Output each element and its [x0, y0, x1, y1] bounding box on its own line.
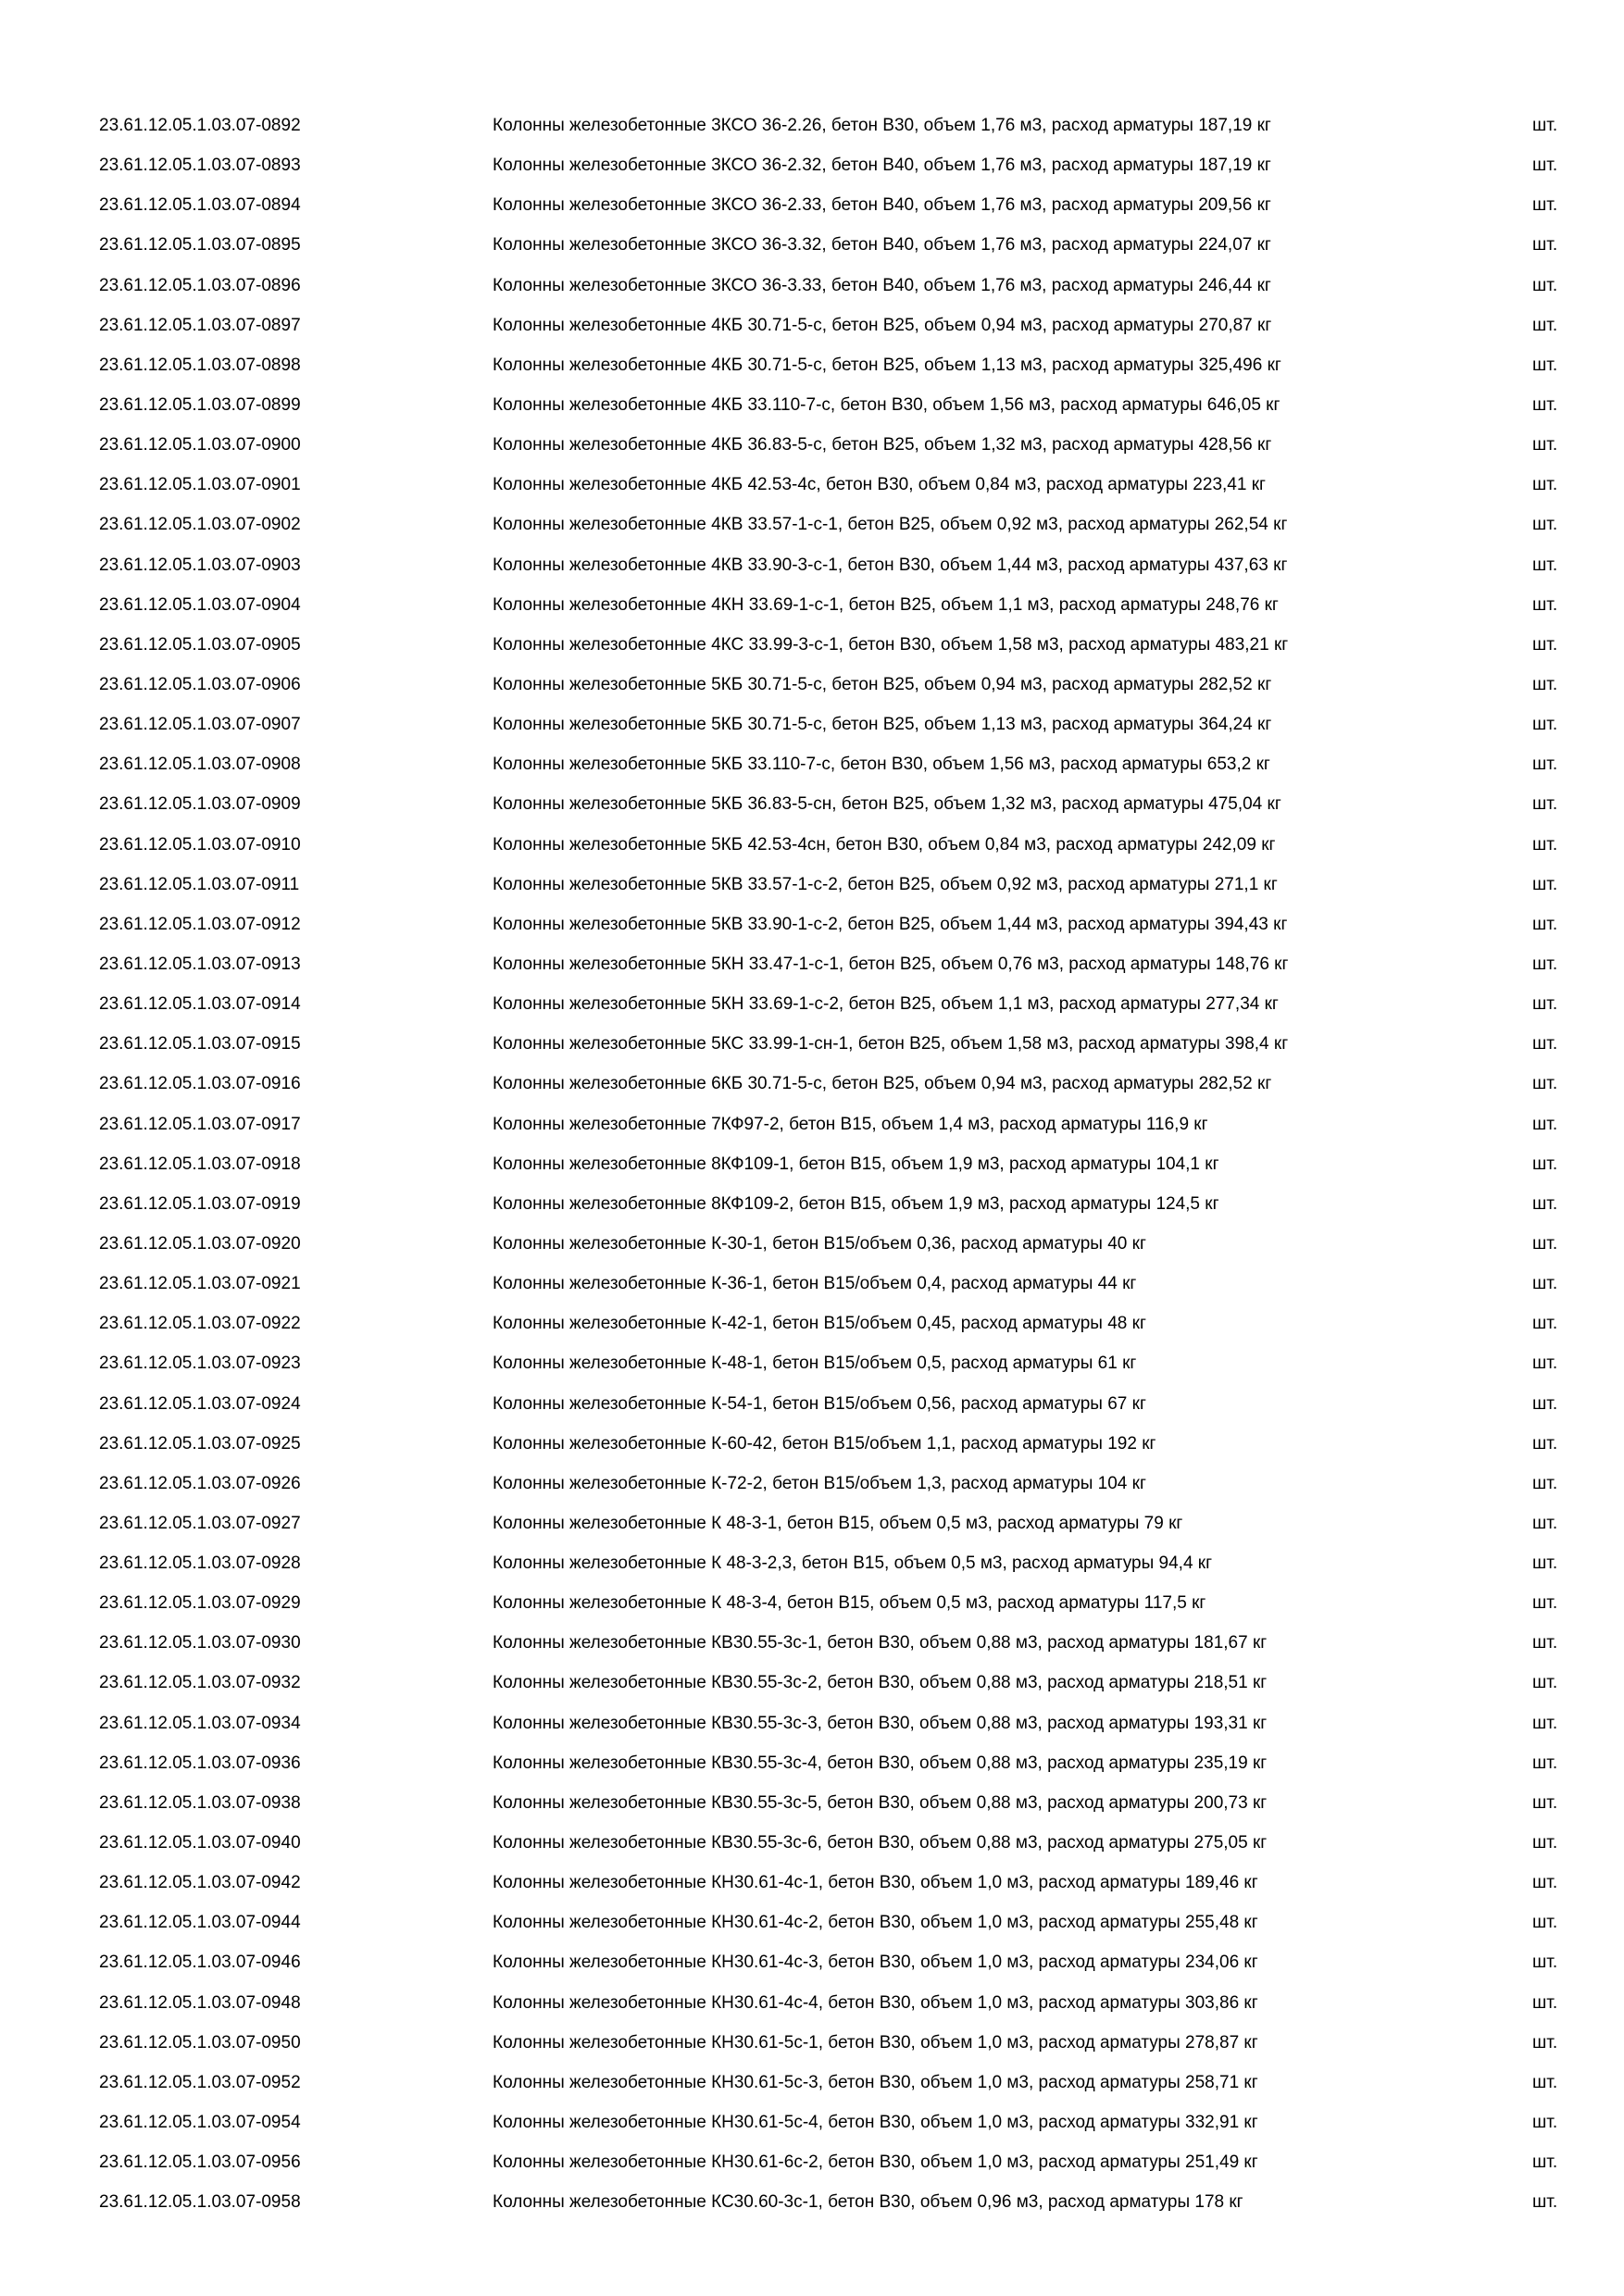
table-row	[0, 1343, 1624, 1383]
item-description: Колонны железобетонные К-30-1, бетон В15/объем 0,36, расход арматуры 40 кг	[493, 1233, 1146, 1254]
item-code: 23.61.12.05.1.03.07-0903	[99, 555, 301, 575]
item-code: 23.61.12.05.1.03.07-0896	[99, 275, 301, 295]
table-row	[0, 1583, 1624, 1623]
item-unit: шт.	[1532, 874, 1558, 894]
item-description: Колонны железобетонные 6КБ 30.71-5-с, бетон В25, объем 0,94 м3, расход арматуры 282,52 кг	[493, 1074, 1272, 1094]
item-code: 23.61.12.05.1.03.07-0950	[99, 2032, 301, 2053]
item-unit: шт.	[1532, 1554, 1558, 1574]
table-row	[0, 1144, 1624, 1184]
table-row	[0, 2063, 1624, 2103]
item-description: Колонны железобетонные К-54-1, бетон В15/объем 0,56, расход арматуры 67 кг	[493, 1393, 1146, 1414]
table-row	[0, 585, 1624, 625]
item-unit: шт.	[1532, 1233, 1558, 1254]
item-code: 23.61.12.05.1.03.07-0898	[99, 355, 301, 375]
item-description: Колонны железобетонные КВ30.55-3с-4, бетон В30, объем 0,88 м3, расход арматуры 235,19 кг	[493, 1753, 1268, 1773]
item-description: Колонны железобетонные К-72-2, бетон В15/объем 1,3, расход арматуры 104 кг	[493, 1473, 1146, 1493]
item-code: 23.61.12.05.1.03.07-0930	[99, 1633, 301, 1653]
table-row	[0, 784, 1624, 824]
item-description: Колонны железобетонные КС30.60-3с-1, бетон В30, объем 0,96 м3, расход арматуры 178 кг	[493, 2192, 1243, 2213]
table-row	[0, 465, 1624, 505]
item-code: 23.61.12.05.1.03.07-0904	[99, 594, 301, 615]
item-code: 23.61.12.05.1.03.07-0918	[99, 1154, 301, 1174]
item-description: Колонны железобетонные 5КБ 36.83-5-сн, бетон В25, объем 1,32 м3, расход арматуры 475,04 кг	[493, 794, 1281, 815]
table-row	[0, 425, 1624, 465]
item-description: Колонны железобетонные К-60-42, бетон В15/объем 1,1, расход арматуры 192 кг	[493, 1433, 1156, 1454]
item-code: 23.61.12.05.1.03.07-0922	[99, 1314, 301, 1334]
item-unit: шт.	[1532, 794, 1558, 815]
item-description: Колонны железобетонные 5КС 33.99-1-сн-1, бетон В25, объем 1,58 м3, расход арматуры 398,4 кг	[493, 1034, 1289, 1054]
item-description: Колонны железобетонные 5КВ 33.57-1-с-2, бетон В25, объем 0,92 м3, расход арматуры 271,1 кг	[493, 874, 1278, 894]
item-code: 23.61.12.05.1.03.07-0952	[99, 2072, 301, 2092]
table-row	[0, 545, 1624, 585]
item-description: Колонны железобетонные 4КБ 36.83-5-с, бетон В25, объем 1,32 м3, расход арматуры 428,56 кг	[493, 435, 1272, 455]
item-code: 23.61.12.05.1.03.07-0899	[99, 394, 301, 415]
table-row	[0, 1264, 1624, 1304]
table-row	[0, 385, 1624, 425]
item-unit: шт.	[1532, 1513, 1558, 1533]
item-description: Колонны железобетонные 5КБ 30.71-5-с, бетон В25, объем 1,13 м3, расход арматуры 364,24 кг	[493, 715, 1272, 735]
item-code: 23.61.12.05.1.03.07-0924	[99, 1393, 301, 1414]
item-unit: шт.	[1532, 755, 1558, 775]
item-description: Колонны железобетонные КВ30.55-3с-3, бетон В30, объем 0,88 м3, расход арматуры 193,31 кг	[493, 1713, 1268, 1733]
table-row	[0, 1863, 1624, 1903]
item-description: Колонны железобетонные К-42-1, бетон В15/объем 0,45, расход арматуры 48 кг	[493, 1314, 1146, 1334]
item-code: 23.61.12.05.1.03.07-0901	[99, 475, 301, 495]
item-code: 23.61.12.05.1.03.07-0908	[99, 755, 301, 775]
price-list-table	[0, 106, 1624, 2222]
item-code: 23.61.12.05.1.03.07-0910	[99, 834, 301, 855]
item-unit: шт.	[1532, 235, 1558, 256]
item-description: Колонны железобетонные КН30.61-6с-2, бетон В30, объем 1,0 м3, расход арматуры 251,49 кг	[493, 2152, 1258, 2173]
item-code: 23.61.12.05.1.03.07-0897	[99, 315, 301, 335]
item-code: 23.61.12.05.1.03.07-0954	[99, 2113, 301, 2133]
item-description: Колонны железобетонные 3КСО 36-2.33, бетон В40, объем 1,76 м3, расход арматуры 209,56 кг	[493, 195, 1271, 216]
item-code: 23.61.12.05.1.03.07-0895	[99, 235, 301, 256]
item-description: Колонны железобетонные 3КСО 36-3.33, бетон В40, объем 1,76 м3, расход арматуры 246,44 кг	[493, 275, 1271, 295]
table-row	[0, 625, 1624, 665]
table-row	[0, 106, 1624, 145]
item-unit: шт.	[1532, 195, 1558, 216]
table-row	[0, 1304, 1624, 1343]
item-code: 23.61.12.05.1.03.07-0920	[99, 1233, 301, 1254]
table-row	[0, 2142, 1624, 2182]
item-description: Колонны железобетонные 5КВ 33.90-1-с-2, бетон В25, объем 1,44 м3, расход арматуры 394,43 кг	[493, 914, 1288, 934]
item-unit: шт.	[1532, 1833, 1558, 1853]
item-unit: шт.	[1532, 1633, 1558, 1653]
item-description: Колонны железобетонные 4КБ 33.110-7-с, бетон В30, объем 1,56 м3, расход арматуры 646,05 кг	[493, 394, 1280, 415]
item-description: Колонны железобетонные 4КС 33.99-3-с-1, бетон В30, объем 1,58 м3, расход арматуры 483,21 кг	[493, 634, 1289, 655]
table-row	[0, 2103, 1624, 2142]
item-code: 23.61.12.05.1.03.07-0948	[99, 1992, 301, 2013]
table-row	[0, 1983, 1624, 2023]
item-unit: шт.	[1532, 834, 1558, 855]
item-code: 23.61.12.05.1.03.07-0894	[99, 195, 301, 216]
table-row	[0, 1104, 1624, 1144]
item-unit: шт.	[1532, 2072, 1558, 2092]
table-row	[0, 1783, 1624, 1823]
item-code: 23.61.12.05.1.03.07-0893	[99, 156, 301, 176]
table-row	[0, 1543, 1624, 1583]
table-row	[0, 505, 1624, 544]
item-unit: шт.	[1532, 1274, 1558, 1294]
item-unit: шт.	[1532, 1473, 1558, 1493]
item-description: Колонны железобетонные 4КБ 30.71-5-с, бетон В25, объем 0,94 м3, расход арматуры 270,87 кг	[493, 315, 1272, 335]
table-row	[0, 1024, 1624, 1064]
item-unit: шт.	[1532, 1314, 1558, 1334]
table-row	[0, 1942, 1624, 1982]
table-row	[0, 1224, 1624, 1264]
item-description: Колонны железобетонные КВ30.55-3с-1, бетон В30, объем 0,88 м3, расход арматуры 181,67 кг	[493, 1633, 1268, 1653]
table-row	[0, 665, 1624, 705]
item-unit: шт.	[1532, 394, 1558, 415]
item-code: 23.61.12.05.1.03.07-0929	[99, 1593, 301, 1614]
item-unit: шт.	[1532, 116, 1558, 135]
item-unit: шт.	[1532, 315, 1558, 335]
table-row	[0, 306, 1624, 345]
item-unit: шт.	[1532, 1034, 1558, 1054]
table-row	[0, 1464, 1624, 1504]
item-description: Колонны железобетонные КВ30.55-3с-5, бетон В30, объем 0,88 м3, расход арматуры 200,73 кг	[493, 1792, 1268, 1813]
item-unit: шт.	[1532, 1673, 1558, 1693]
table-row	[0, 905, 1624, 944]
item-code: 23.61.12.05.1.03.07-0932	[99, 1673, 301, 1693]
item-unit: шт.	[1532, 1753, 1558, 1773]
item-code: 23.61.12.05.1.03.07-0940	[99, 1833, 301, 1853]
table-row	[0, 1743, 1624, 1783]
item-unit: шт.	[1532, 1393, 1558, 1414]
item-description: Колонны железобетонные 5КБ 42.53-4сн, бетон В30, объем 0,84 м3, расход арматуры 242,09 кг	[493, 834, 1276, 855]
item-description: Колонны железобетонные КН30.61-4с-4, бетон В30, объем 1,0 м3, расход арматуры 303,86 кг	[493, 1992, 1258, 2013]
item-code: 23.61.12.05.1.03.07-0926	[99, 1473, 301, 1493]
item-code: 23.61.12.05.1.03.07-0927	[99, 1513, 301, 1533]
item-unit: шт.	[1532, 2152, 1558, 2173]
item-code: 23.61.12.05.1.03.07-0921	[99, 1274, 301, 1294]
item-code: 23.61.12.05.1.03.07-0919	[99, 1193, 301, 1214]
item-code: 23.61.12.05.1.03.07-0916	[99, 1074, 301, 1094]
table-row	[0, 744, 1624, 784]
item-unit: шт.	[1532, 634, 1558, 655]
item-description: Колонны железобетонные 4КБ 42.53-4с, бетон В30, объем 0,84 м3, расход арматуры 223,41 кг	[493, 475, 1266, 495]
item-code: 23.61.12.05.1.03.07-0902	[99, 515, 301, 535]
item-unit: шт.	[1532, 275, 1558, 295]
item-code: 23.61.12.05.1.03.07-0909	[99, 794, 301, 815]
item-description: Колонны железобетонные К-36-1, бетон В15/объем 0,4, расход арматуры 44 кг	[493, 1274, 1137, 1294]
item-code: 23.61.12.05.1.03.07-0915	[99, 1034, 301, 1054]
item-unit: шт.	[1532, 715, 1558, 735]
item-unit: шт.	[1532, 1193, 1558, 1214]
table-row	[0, 825, 1624, 865]
item-description: Колонны железобетонные КВ30.55-3с-6, бетон В30, объем 0,88 м3, расход арматуры 275,05 кг	[493, 1833, 1268, 1853]
item-description: Колонны железобетонные 3КСО 36-2.26, бетон В30, объем 1,76 м3, расход арматуры 187,19 кг	[493, 116, 1271, 135]
item-unit: шт.	[1532, 435, 1558, 455]
item-description: Колонны железобетонные 8КФ109-1, бетон В15, объем 1,9 м3, расход арматуры 104,1 кг	[493, 1154, 1219, 1174]
item-unit: шт.	[1532, 1354, 1558, 1374]
item-code: 23.61.12.05.1.03.07-0925	[99, 1433, 301, 1454]
item-unit: шт.	[1532, 674, 1558, 694]
item-unit: шт.	[1532, 515, 1558, 535]
item-unit: шт.	[1532, 954, 1558, 974]
table-row	[0, 984, 1624, 1024]
item-unit: шт.	[1532, 2113, 1558, 2133]
table-row	[0, 345, 1624, 385]
item-unit: шт.	[1532, 355, 1558, 375]
item-unit: шт.	[1532, 555, 1558, 575]
item-unit: шт.	[1532, 1792, 1558, 1813]
item-description: Колонны железобетонные КН30.61-4с-2, бетон В30, объем 1,0 м3, расход арматуры 255,48 кг	[493, 1913, 1258, 1933]
item-code: 23.61.12.05.1.03.07-0942	[99, 1873, 301, 1893]
table-row	[0, 1903, 1624, 1942]
item-unit: шт.	[1532, 914, 1558, 934]
item-code: 23.61.12.05.1.03.07-0914	[99, 994, 301, 1015]
table-row	[0, 225, 1624, 265]
item-code: 23.61.12.05.1.03.07-0917	[99, 1114, 301, 1134]
item-description: Колонны железобетонные 7КФ97-2, бетон В15, объем 1,4 м3, расход арматуры 116,9 кг	[493, 1114, 1208, 1134]
table-row	[0, 1823, 1624, 1863]
item-code: 23.61.12.05.1.03.07-0956	[99, 2152, 301, 2173]
item-code: 23.61.12.05.1.03.07-0928	[99, 1554, 301, 1574]
item-description: Колонны железобетонные 8КФ109-2, бетон В15, объем 1,9 м3, расход арматуры 124,5 кг	[493, 1193, 1219, 1214]
item-description: Колонны железобетонные 3КСО 36-3.32, бетон В40, объем 1,76 м3, расход арматуры 224,07 кг	[493, 235, 1271, 256]
item-unit: шт.	[1532, 1873, 1558, 1893]
table-row	[0, 1184, 1624, 1224]
item-description: Колонны железобетонные КН30.61-5с-1, бетон В30, объем 1,0 м3, расход арматуры 278,87 кг	[493, 2032, 1258, 2053]
item-description: Колонны железобетонные КН30.61-5с-3, бетон В30, объем 1,0 м3, расход арматуры 258,71 кг	[493, 2072, 1258, 2092]
item-description: Колонны железобетонные 4КВ 33.57-1-с-1, бетон В25, объем 0,92 м3, расход арматуры 262,54 кг	[493, 515, 1288, 535]
table-row	[0, 944, 1624, 984]
item-description: Колонны железобетонные 4КН 33.69-1-с-1, бетон В25, объем 1,1 м3, расход арматуры 248,76 кг	[493, 594, 1279, 615]
item-unit: шт.	[1532, 1433, 1558, 1454]
item-unit: шт.	[1532, 156, 1558, 176]
item-unit: шт.	[1532, 1713, 1558, 1733]
table-row	[0, 1663, 1624, 1703]
table-row	[0, 266, 1624, 306]
table-row	[0, 145, 1624, 185]
item-description: Колонны железобетонные 5КБ 33.110-7-с, бетон В30, объем 1,56 м3, расход арматуры 653,2 кг	[493, 755, 1270, 775]
item-code: 23.61.12.05.1.03.07-0900	[99, 435, 301, 455]
item-description: Колонны железобетонные 5КБ 30.71-5-с, бетон В25, объем 0,94 м3, расход арматуры 282,52 кг	[493, 674, 1272, 694]
item-unit: шт.	[1532, 1114, 1558, 1134]
item-unit: шт.	[1532, 594, 1558, 615]
table-row	[0, 1064, 1624, 1104]
item-unit: шт.	[1532, 1913, 1558, 1933]
item-code: 23.61.12.05.1.03.07-0911	[99, 874, 300, 894]
item-unit: шт.	[1532, 1154, 1558, 1174]
table-row	[0, 1384, 1624, 1424]
table-row	[0, 2023, 1624, 2063]
item-unit: шт.	[1532, 2032, 1558, 2053]
table-row	[0, 1504, 1624, 1543]
item-description: Колонны железобетонные 3КСО 36-2.32, бетон В40, объем 1,76 м3, расход арматуры 187,19 кг	[493, 156, 1271, 176]
table-row	[0, 185, 1624, 225]
item-description: Колонны железобетонные 4КБ 30.71-5-с, бетон В25, объем 1,13 м3, расход арматуры 325,496 кг	[493, 355, 1281, 375]
table-row	[0, 1424, 1624, 1464]
item-code: 23.61.12.05.1.03.07-0905	[99, 634, 301, 655]
item-description: Колонны железобетонные 5КН 33.47-1-с-1, бетон В25, объем 0,76 м3, расход арматуры 148,76 кг	[493, 954, 1289, 974]
item-description: Колонны железобетонные К 48-3-4, бетон В15, объем 0,5 м3, расход арматуры 117,5 кг	[493, 1593, 1206, 1614]
item-code: 23.61.12.05.1.03.07-0958	[99, 2192, 301, 2213]
table-row	[0, 705, 1624, 744]
item-code: 23.61.12.05.1.03.07-0938	[99, 1792, 301, 1813]
table-row	[0, 865, 1624, 905]
item-unit: шт.	[1532, 475, 1558, 495]
item-code: 23.61.12.05.1.03.07-0934	[99, 1713, 301, 1733]
item-description: Колонны железобетонные К 48-3-1, бетон В15, объем 0,5 м3, расход арматуры 79 кг	[493, 1513, 1183, 1533]
item-code: 23.61.12.05.1.03.07-0912	[99, 914, 301, 934]
item-unit: шт.	[1532, 1953, 1558, 1973]
item-unit: шт.	[1532, 994, 1558, 1015]
item-unit: шт.	[1532, 1593, 1558, 1614]
item-code: 23.61.12.05.1.03.07-0906	[99, 674, 301, 694]
item-description: Колонны железобетонные К 48-3-2,3, бетон В15, объем 0,5 м3, расход арматуры 94,4 кг	[493, 1554, 1213, 1574]
table-row	[0, 1703, 1624, 1743]
item-code: 23.61.12.05.1.03.07-0923	[99, 1354, 301, 1374]
item-code: 23.61.12.05.1.03.07-0892	[99, 116, 301, 135]
item-description: Колонны железобетонные КН30.61-5с-4, бетон В30, объем 1,0 м3, расход арматуры 332,91 кг	[493, 2113, 1258, 2133]
item-code: 23.61.12.05.1.03.07-0913	[99, 954, 301, 974]
item-description: Колонны железобетонные КН30.61-4с-1, бетон В30, объем 1,0 м3, расход арматуры 189,46 кг	[493, 1873, 1258, 1893]
item-description: Колонны железобетонные КН30.61-4с-3, бетон В30, объем 1,0 м3, расход арматуры 234,06 кг	[493, 1953, 1258, 1973]
item-code: 23.61.12.05.1.03.07-0944	[99, 1913, 301, 1933]
table-row	[0, 2182, 1624, 2222]
item-unit: шт.	[1532, 2192, 1558, 2213]
item-code: 23.61.12.05.1.03.07-0936	[99, 1753, 301, 1773]
item-description: Колонны железобетонные КВ30.55-3с-2, бетон В30, объем 0,88 м3, расход арматуры 218,51 кг	[493, 1673, 1268, 1693]
item-unit: шт.	[1532, 1992, 1558, 2013]
item-code: 23.61.12.05.1.03.07-0907	[99, 715, 301, 735]
item-description: Колонны железобетонные 4КВ 33.90-3-с-1, бетон В30, объем 1,44 м3, расход арматуры 437,63 кг	[493, 555, 1288, 575]
item-unit: шт.	[1532, 1074, 1558, 1094]
item-description: Колонны железобетонные 5КН 33.69-1-с-2, бетон В25, объем 1,1 м3, расход арматуры 277,34 кг	[493, 994, 1279, 1015]
item-description: Колонны железобетонные К-48-1, бетон В15/объем 0,5, расход арматуры 61 кг	[493, 1354, 1137, 1374]
table-row	[0, 1623, 1624, 1663]
item-code: 23.61.12.05.1.03.07-0946	[99, 1953, 301, 1973]
